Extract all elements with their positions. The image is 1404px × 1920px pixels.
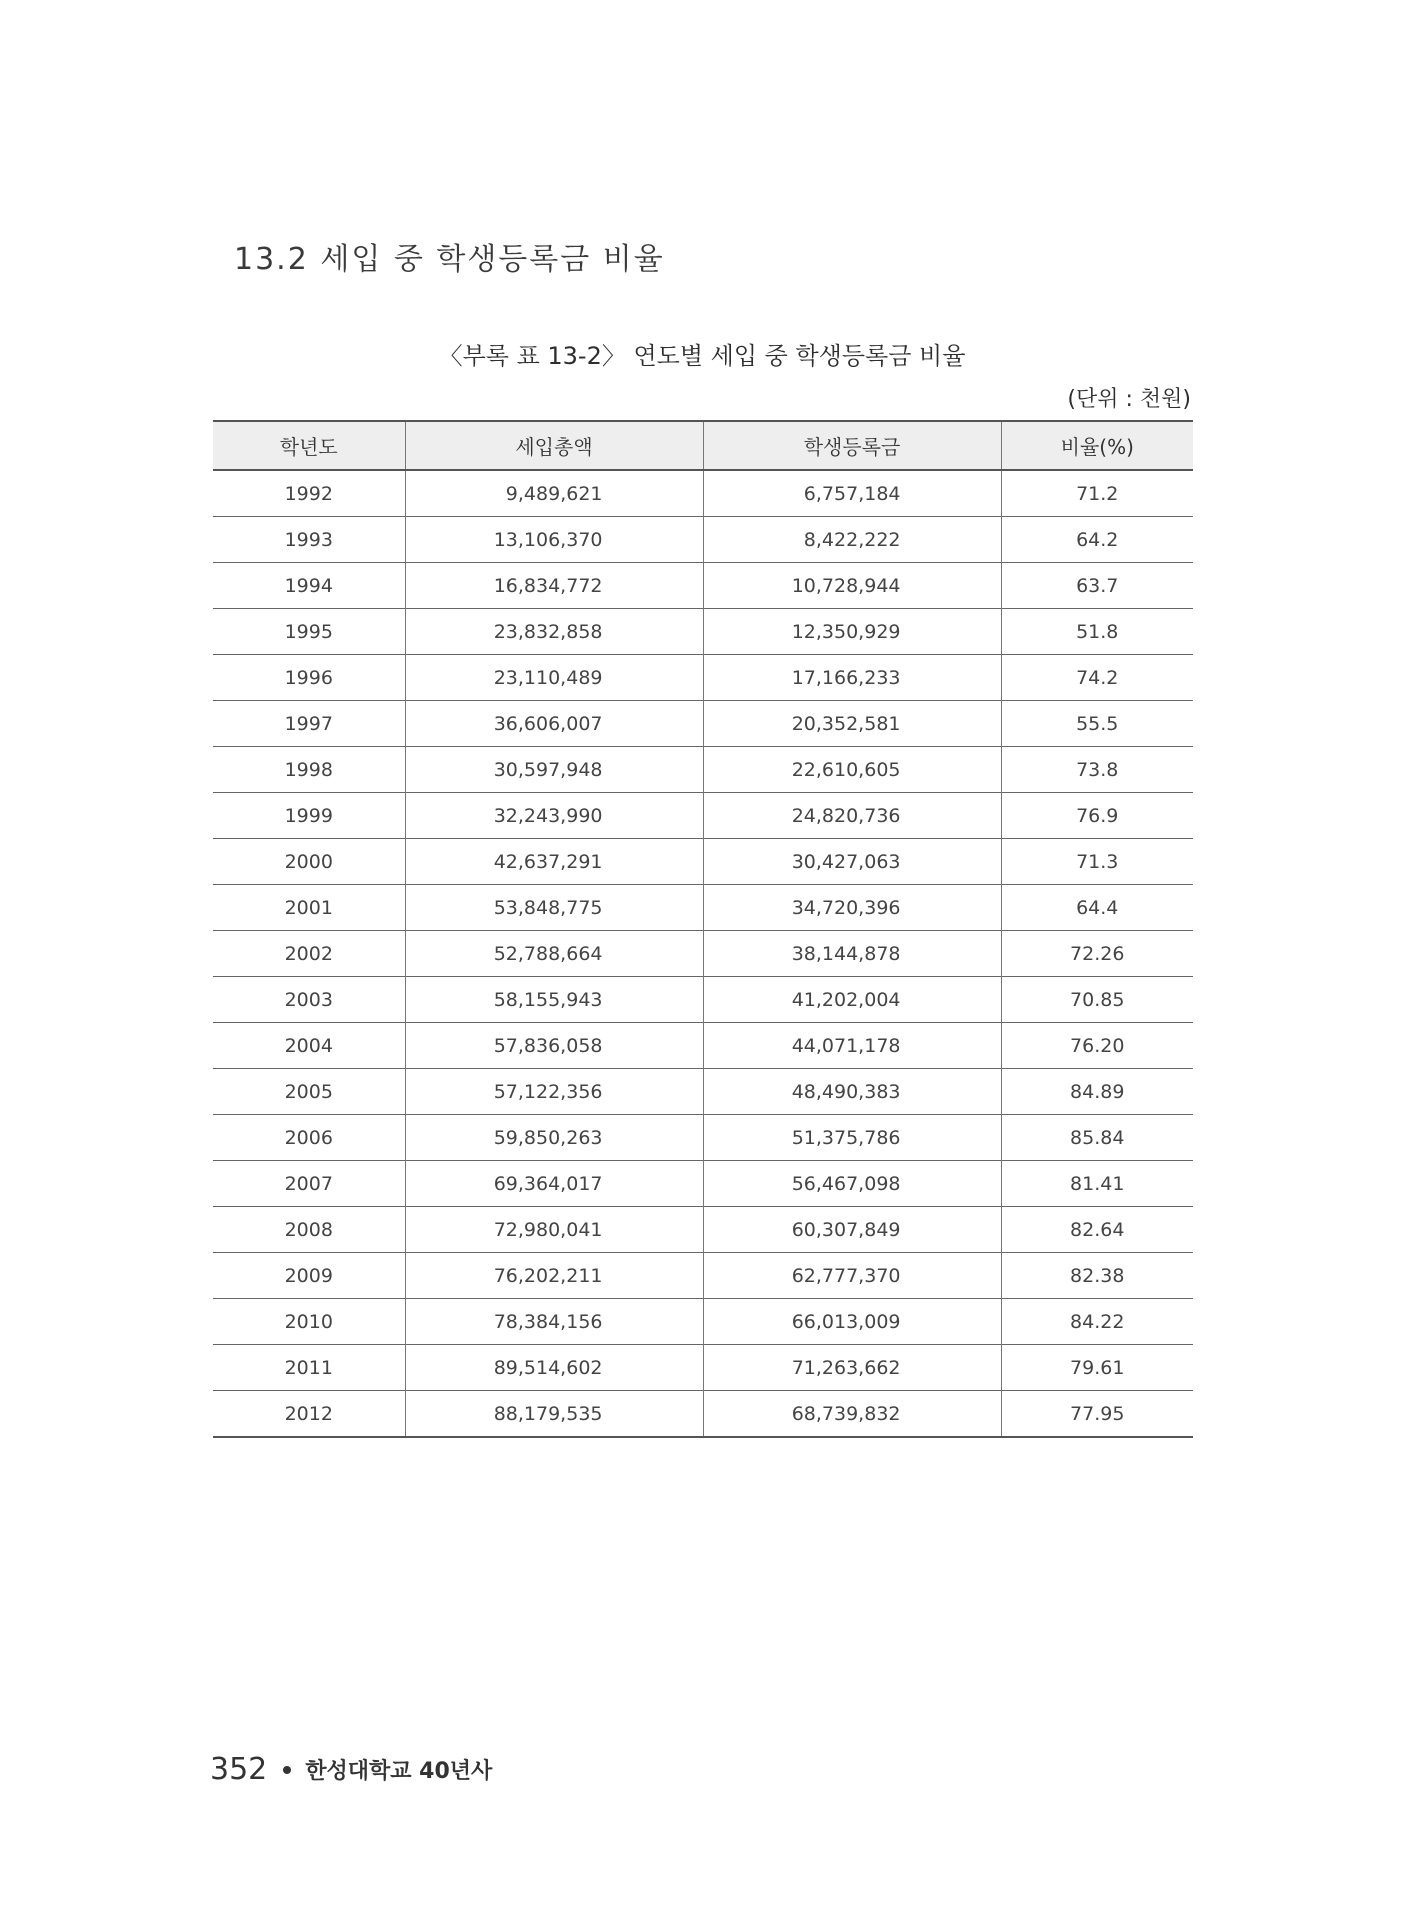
table-row [213,655,1193,701]
cell-year: 2009 [213,1253,405,1299]
revenue-tuition-table [213,420,1193,1438]
cell-year: 1998 [213,747,405,793]
cell-ratio: 74.2 [1001,655,1193,701]
cell-tuition: 30,427,063 [703,839,1001,885]
cell-total-revenue: 78,384,156 [405,1299,703,1345]
table-caption: 〈부록 표 13-2〉 연도별 세입 중 학생등록금 비율 [438,342,966,370]
header-total-revenue: 세입총액 [405,421,703,470]
cell-tuition: 38,144,878 [703,931,1001,977]
cell-tuition: 12,350,929 [703,609,1001,655]
cell-tuition: 6,757,184 [703,470,1001,517]
table-row [213,931,1193,977]
cell-tuition: 17,166,233 [703,655,1001,701]
cell-ratio: 82.38 [1001,1253,1193,1299]
cell-ratio: 64.4 [1001,885,1193,931]
cell-year: 1993 [213,517,405,563]
cell-year: 1995 [213,609,405,655]
table-row [213,793,1193,839]
cell-total-revenue: 57,122,356 [405,1069,703,1115]
cell-total-revenue: 23,110,489 [405,655,703,701]
cell-year: 2001 [213,885,405,931]
cell-total-revenue: 69,364,017 [405,1161,703,1207]
cell-tuition: 66,013,009 [703,1299,1001,1345]
cell-ratio: 82.64 [1001,1207,1193,1253]
section-heading: 13.2 세입 중 학생등록금 비율 [234,242,665,277]
cell-ratio: 71.2 [1001,470,1193,517]
page-number: 352 [210,1752,268,1787]
cell-year: 2011 [213,1345,405,1391]
cell-tuition: 24,820,736 [703,793,1001,839]
cell-total-revenue: 59,850,263 [405,1115,703,1161]
cell-year: 2003 [213,977,405,1023]
cell-ratio: 76.9 [1001,793,1193,839]
header-year: 학년도 [213,421,405,470]
cell-tuition: 56,467,098 [703,1161,1001,1207]
table-row [213,1299,1193,1345]
cell-ratio: 84.89 [1001,1069,1193,1115]
cell-tuition: 10,728,944 [703,563,1001,609]
table-row [213,1345,1193,1391]
cell-total-revenue: 53,848,775 [405,885,703,931]
cell-year: 2006 [213,1115,405,1161]
cell-total-revenue: 57,836,058 [405,1023,703,1069]
cell-ratio: 70.85 [1001,977,1193,1023]
cell-ratio: 85.84 [1001,1115,1193,1161]
cell-total-revenue: 13,106,370 [405,517,703,563]
table-row [213,1115,1193,1161]
cell-tuition: 41,202,004 [703,977,1001,1023]
table-row [213,609,1193,655]
table-row [213,1069,1193,1115]
cell-year: 2004 [213,1023,405,1069]
table-row [213,1161,1193,1207]
cell-total-revenue: 89,514,602 [405,1345,703,1391]
cell-tuition: 34,720,396 [703,885,1001,931]
cell-ratio: 81.41 [1001,1161,1193,1207]
table-row [213,470,1193,517]
cell-tuition: 22,610,605 [703,747,1001,793]
cell-tuition: 48,490,383 [703,1069,1001,1115]
cell-tuition: 8,422,222 [703,517,1001,563]
cell-year: 2007 [213,1161,405,1207]
table-row [213,701,1193,747]
cell-total-revenue: 42,637,291 [405,839,703,885]
cell-total-revenue: 76,202,211 [405,1253,703,1299]
book-title: 한성대학교 40년사 [305,1759,493,1784]
cell-tuition: 44,071,178 [703,1023,1001,1069]
cell-year: 2002 [213,931,405,977]
header-ratio: 비율(%) [1001,421,1193,470]
table-header-row [213,421,1193,470]
cell-year: 2005 [213,1069,405,1115]
cell-ratio: 76.20 [1001,1023,1193,1069]
table-row [213,747,1193,793]
cell-year: 2008 [213,1207,405,1253]
cell-ratio: 73.8 [1001,747,1193,793]
cell-tuition: 68,739,832 [703,1391,1001,1438]
cell-year: 2000 [213,839,405,885]
cell-year: 2010 [213,1299,405,1345]
cell-tuition: 51,375,786 [703,1115,1001,1161]
cell-tuition: 20,352,581 [703,701,1001,747]
table-row [213,563,1193,609]
table-row [213,977,1193,1023]
page-footer [210,1752,492,1787]
cell-total-revenue: 9,489,621 [405,470,703,517]
cell-total-revenue: 30,597,948 [405,747,703,793]
cell-ratio: 63.7 [1001,563,1193,609]
table-body [213,470,1193,1437]
cell-year: 1999 [213,793,405,839]
cell-ratio: 71.3 [1001,839,1193,885]
cell-total-revenue: 88,179,535 [405,1391,703,1438]
cell-ratio: 77.95 [1001,1391,1193,1438]
cell-year: 1992 [284,482,333,505]
cell-total-revenue: 32,243,990 [405,793,703,839]
cell-total-revenue: 23,832,858 [405,609,703,655]
cell-year: 1994 [213,563,405,609]
table-row [213,885,1193,931]
cell-ratio: 64.2 [1001,517,1193,563]
cell-total-revenue: 72,980,041 [405,1207,703,1253]
bullet-separator [283,1766,291,1774]
cell-ratio: 51.8 [1001,609,1193,655]
cell-ratio: 84.22 [1001,1299,1193,1345]
table-row [213,839,1193,885]
cell-tuition: 60,307,849 [703,1207,1001,1253]
cell-ratio: 55.5 [1001,701,1193,747]
cell-year: 1996 [213,655,405,701]
table-row [213,1391,1193,1438]
cell-tuition: 62,777,370 [703,1253,1001,1299]
cell-total-revenue: 52,788,664 [405,931,703,977]
cell-tuition: 71,263,662 [703,1345,1001,1391]
table-row [213,1253,1193,1299]
table-row [213,1207,1193,1253]
table-row [213,517,1193,563]
header-tuition: 학생등록금 [703,421,1001,470]
cell-total-revenue: 58,155,943 [405,977,703,1023]
cell-total-revenue: 36,606,007 [405,701,703,747]
table-row [213,1023,1193,1069]
cell-year: 1997 [213,701,405,747]
cell-ratio: 72.26 [1001,931,1193,977]
unit-note: (단위 : 천원) [1067,387,1191,412]
cell-total-revenue: 16,834,772 [405,563,703,609]
cell-year: 2012 [213,1391,405,1438]
cell-ratio: 79.61 [1001,1345,1193,1391]
